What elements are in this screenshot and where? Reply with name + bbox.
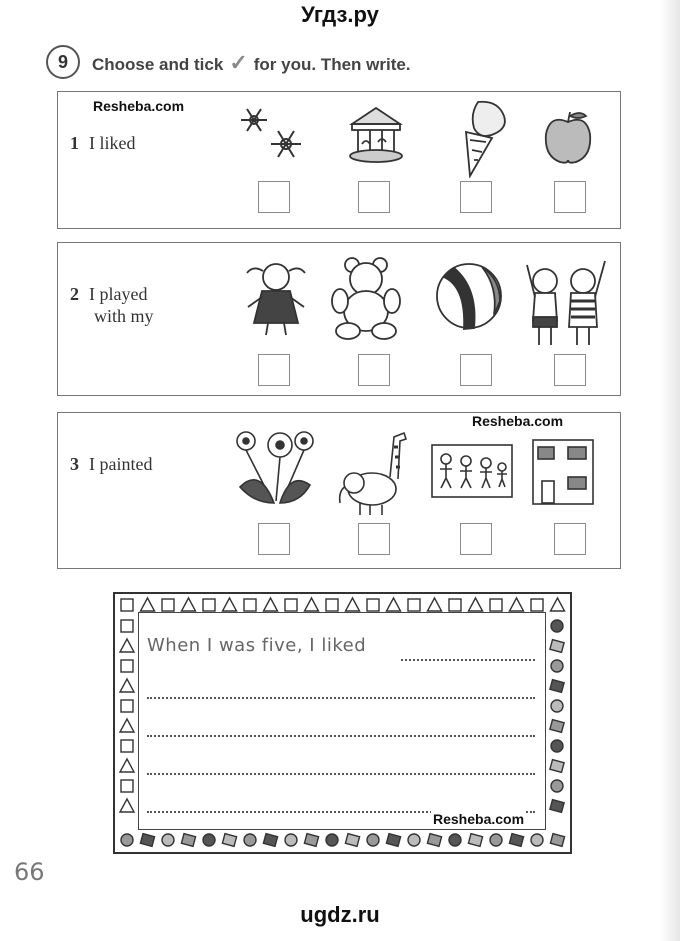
exercise-number: 9 bbox=[46, 45, 80, 79]
border-shape bbox=[550, 834, 564, 847]
border-shape bbox=[427, 834, 441, 847]
border-shape bbox=[428, 598, 442, 611]
border-shape bbox=[386, 834, 400, 847]
family-drawing-icon bbox=[430, 443, 514, 499]
tick-box[interactable] bbox=[460, 523, 492, 555]
border-shape bbox=[304, 834, 318, 847]
border-shape bbox=[120, 639, 134, 652]
border-shape bbox=[121, 780, 133, 792]
border-shape bbox=[120, 759, 134, 772]
border-shape bbox=[468, 834, 482, 847]
row-label-1 bbox=[70, 132, 136, 154]
border-shape bbox=[449, 834, 461, 846]
border-shape bbox=[121, 700, 133, 712]
border-shape bbox=[121, 620, 133, 632]
writing-area bbox=[138, 612, 546, 830]
snowflakes-icon bbox=[236, 102, 306, 164]
house-icon bbox=[530, 437, 596, 507]
border-shape bbox=[551, 700, 563, 712]
border-shape bbox=[305, 598, 319, 611]
instruction-text-start: Choose and tick bbox=[92, 55, 224, 74]
row-text: I liked bbox=[89, 133, 136, 153]
write-line[interactable] bbox=[147, 735, 535, 737]
border-shape bbox=[121, 740, 133, 752]
border-shape bbox=[326, 599, 338, 611]
border-shape bbox=[346, 598, 360, 611]
row-text: I played bbox=[89, 284, 148, 304]
watermark: Resheba.com bbox=[472, 413, 564, 429]
tick-box[interactable] bbox=[460, 354, 492, 386]
border-shape bbox=[550, 760, 564, 773]
tick-box[interactable] bbox=[554, 354, 586, 386]
border-shape bbox=[551, 740, 563, 752]
border-shape bbox=[550, 720, 564, 733]
row-label-3 bbox=[70, 453, 152, 475]
choice-panel-2 bbox=[57, 242, 621, 396]
border-shape bbox=[551, 620, 563, 632]
choice-panel-3 bbox=[57, 412, 621, 569]
border-shape bbox=[550, 800, 564, 813]
row-number: 2 bbox=[70, 284, 79, 304]
border-shape bbox=[121, 660, 133, 672]
site-header-text: Угдз.ру bbox=[301, 2, 379, 27]
friends-icon bbox=[523, 251, 613, 351]
apple-icon bbox=[542, 108, 594, 166]
tick-box[interactable] bbox=[358, 181, 390, 213]
border-shape bbox=[367, 599, 379, 611]
border-shape bbox=[182, 598, 196, 611]
border-shape bbox=[531, 834, 543, 846]
border-shape bbox=[285, 599, 297, 611]
border-shape bbox=[469, 598, 483, 611]
border-shape bbox=[490, 599, 502, 611]
row-text: I painted bbox=[89, 454, 153, 474]
border-shape bbox=[285, 834, 297, 846]
border-shape bbox=[449, 599, 461, 611]
border-shape bbox=[120, 719, 134, 732]
tick-box[interactable] bbox=[460, 181, 492, 213]
tick-box[interactable] bbox=[258, 523, 290, 555]
border-shape bbox=[345, 834, 359, 847]
tick-box[interactable] bbox=[258, 181, 290, 213]
watermark: Resheba.com bbox=[433, 811, 525, 827]
border-shape bbox=[551, 598, 565, 611]
border-shape bbox=[387, 598, 401, 611]
border-shape bbox=[120, 679, 134, 692]
border-shape bbox=[181, 834, 195, 847]
page-number: 66 bbox=[14, 858, 45, 886]
tick-box[interactable] bbox=[554, 523, 586, 555]
instruction-text-end: for you. Then write. bbox=[253, 55, 411, 74]
border-shape bbox=[531, 599, 543, 611]
row-label-2 bbox=[70, 283, 154, 327]
write-line[interactable] bbox=[147, 697, 535, 699]
watermark: Resheba.com bbox=[93, 98, 185, 114]
border-shape bbox=[408, 599, 420, 611]
teddy-bear-icon bbox=[328, 255, 404, 341]
border-shape bbox=[203, 834, 215, 846]
carousel-icon bbox=[346, 104, 406, 166]
writing-prompt: When I was five, I liked bbox=[147, 635, 367, 656]
write-line[interactable] bbox=[147, 773, 535, 775]
border-shape bbox=[263, 834, 277, 847]
check-mark-icon: ✓ bbox=[229, 50, 248, 75]
border-shape bbox=[162, 834, 174, 846]
border-shape bbox=[244, 599, 256, 611]
border-shape bbox=[550, 640, 564, 653]
border-shape bbox=[326, 834, 338, 846]
border-shape bbox=[141, 598, 155, 611]
border-shape bbox=[551, 660, 563, 672]
border-shape bbox=[222, 834, 236, 847]
site-footer-text: ugdz.ru bbox=[300, 902, 380, 927]
border-shape bbox=[264, 598, 278, 611]
doll-icon bbox=[240, 257, 312, 337]
tick-box[interactable] bbox=[554, 181, 586, 213]
flowers-icon bbox=[232, 427, 316, 511]
tick-box[interactable] bbox=[258, 354, 290, 386]
exercise-instruction bbox=[92, 50, 411, 76]
ice-cream-icon bbox=[456, 98, 512, 178]
row-number: 1 bbox=[70, 133, 79, 153]
border-shape bbox=[551, 780, 563, 792]
row-text: with my bbox=[94, 306, 154, 326]
tick-box[interactable] bbox=[358, 523, 390, 555]
border-shape bbox=[223, 598, 237, 611]
border-shape bbox=[244, 834, 256, 846]
border-shape bbox=[509, 834, 523, 847]
row-number: 3 bbox=[70, 454, 79, 474]
write-line[interactable] bbox=[401, 659, 535, 661]
page-edge-shadow bbox=[660, 0, 680, 941]
border-shape bbox=[121, 834, 133, 846]
border-shape bbox=[510, 598, 524, 611]
border-shape bbox=[550, 680, 564, 693]
border-shape bbox=[490, 834, 502, 846]
tick-box[interactable] bbox=[358, 354, 390, 386]
border-shape bbox=[203, 599, 215, 611]
choice-panel-1 bbox=[57, 91, 621, 229]
ball-icon bbox=[434, 261, 504, 331]
border-shape bbox=[367, 834, 379, 846]
border-shape bbox=[120, 799, 134, 812]
border-shape bbox=[140, 834, 154, 847]
border-shape bbox=[162, 599, 174, 611]
animals-icon bbox=[334, 427, 414, 517]
border-shape bbox=[408, 834, 420, 846]
border-shape bbox=[121, 599, 133, 611]
